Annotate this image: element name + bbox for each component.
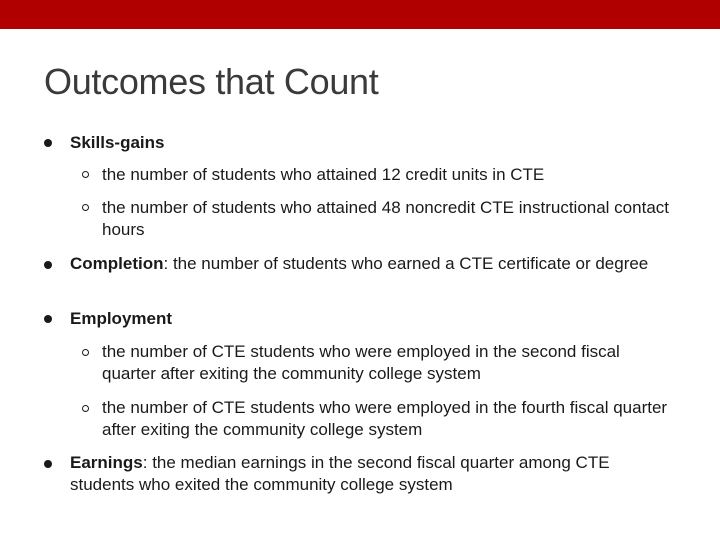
bullet-label: Employment: [70, 309, 173, 328]
bullet-text: : the median earnings in the second fiscal quarter among CTE students who exited the community college system: [70, 453, 610, 494]
sub-bullet-circle: [82, 349, 89, 356]
bullet-dot: [44, 139, 52, 147]
bullet-dot: [44, 460, 52, 468]
bullet-label: Earnings: [70, 453, 143, 472]
bullet-label: Skills-gains: [70, 133, 165, 152]
slide-title: Outcomes that Count: [44, 61, 379, 102]
bullet-text: : the number of students who earned a CTE certificate or degree: [163, 254, 649, 273]
sub-item: the number of CTE students who were employed in the fourth fiscal quarter after exiting the community college system: [102, 398, 668, 439]
sub-bullet-circle: [82, 204, 89, 211]
bullet-label: Completion: [70, 254, 164, 273]
sub-bullet-circle: [82, 171, 89, 178]
sub-item: the number of students who attained 12 credit units in CTE: [102, 165, 545, 184]
sub-item: the number of students who attained 48 noncredit CTE instructional contact hours: [102, 198, 669, 239]
bullet-employment: [70, 308, 670, 330]
bullet-dot: [44, 315, 52, 323]
sub-item: the number of CTE students who were employed in the second fiscal quarter after exiting the community college system: [102, 342, 620, 383]
bullet-skills-gains: [70, 132, 670, 154]
bullet-dot: [44, 261, 52, 269]
bullet-completion: [70, 253, 670, 275]
sub-bullet-circle: [82, 405, 89, 412]
bullet-earnings: [70, 452, 670, 496]
